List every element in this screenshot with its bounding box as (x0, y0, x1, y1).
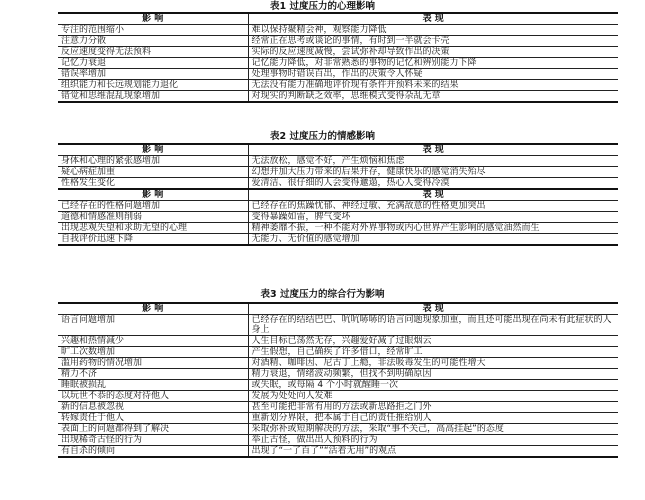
table3-influence-cell: 兴趣和热情减少 (58, 336, 248, 347)
table3-row (58, 315, 618, 336)
table2-manifestation-cell: 无能力、无价值的感觉增加 (248, 234, 618, 246)
table2-influence-cell: 出现悲观失望和求助无望的心理 (58, 223, 248, 234)
table2-header-influence: 影 响 (58, 144, 248, 156)
table2-row (58, 212, 618, 223)
table3-influence-cell: 新的信息被忽视 (58, 402, 248, 413)
table2 (58, 143, 618, 246)
table1-influence-cell: 记忆力衰退 (58, 58, 248, 69)
table3-influence-cell: 语言问题增加 (58, 315, 248, 336)
table2-row (58, 201, 618, 212)
table3-row (58, 391, 618, 402)
table2-influence-cell: 道德和情感准则削弱 (58, 212, 248, 223)
table2-influence-cell: 自我评价迅速下降 (58, 234, 248, 246)
table1-row (58, 80, 618, 91)
table2-influence-cell: 已经存在的性格问题增加 (58, 201, 248, 212)
table3-row (58, 413, 618, 424)
table2-influence-cell: 疑心病症加重 (58, 167, 248, 178)
table3-manifestation-cell: 采取弥补或短期解决的方法，采取“事不关己，高高挂起”的态度 (248, 424, 618, 435)
table1-row (58, 58, 618, 69)
table3-row (58, 336, 618, 347)
table1-row (58, 25, 618, 36)
table3-influence-cell: 出现稀奇古怪的行为 (58, 435, 248, 446)
table3-influence-cell: 有自杀的倾向 (58, 446, 248, 458)
table3-influence-cell: 转嫁责任于他人 (58, 413, 248, 424)
table1-manifestation-cell: 记忆能力降低，对非常熟悉的事物的记忆和辨别能力下降 (248, 58, 618, 69)
table1-manifestation-cell: 难以保持聚精会神，观察能力降低 (248, 25, 618, 36)
table3-row (58, 369, 618, 380)
table2-manifestation-cell: 爱清洁、很仔细的人会变得邋遢，热心人变得冷漠 (248, 178, 618, 190)
table3-manifestation-cell: 对酒精、咖啡因、尼古丁上瘾，非法吸毒发生的可能性增大 (248, 358, 618, 369)
table3-manifestation-cell: 或失眠，或每隔 4 个小时就醒睡一次 (248, 380, 618, 391)
table3-row (58, 380, 618, 391)
table3-row (58, 435, 618, 446)
table3-row (58, 446, 618, 458)
table3-manifestation-cell: 发展为处处向人发难 (248, 391, 618, 402)
table3-influence-cell: 精力不济 (58, 369, 248, 380)
table3-influence-cell: 表面上的问题都得到了解决 (58, 424, 248, 435)
table3-caption: 表3 过度压力的综合行为影响 (260, 289, 385, 300)
table2-manifestation-cell: 变得暴躁如雷，脾气变坏 (248, 212, 618, 223)
table2-caption: 表2 过度压力的情感影响 (270, 131, 375, 142)
table3-influence-cell: 睡眠被损乱 (58, 380, 248, 391)
table1-manifestation-cell: 实际的反应速度减慢，尝试弥补却导致作出的决策 (248, 47, 618, 58)
table3-header-influence: 影 响 (58, 303, 248, 315)
table2-row (58, 167, 618, 178)
table3-influence-cell: 旷工次数增加 (58, 347, 248, 358)
table1-header-influence: 影 响 (58, 13, 248, 25)
table3-row (58, 402, 618, 413)
table3-manifestation-cell: 已经存在的结结巴巴、吭吭哧哧的语言问题现象加重，而且还可能出现在尚未有此症状的人身上 (248, 315, 618, 336)
table2-row (58, 178, 618, 190)
table1 (58, 12, 618, 103)
table2-row (58, 223, 618, 234)
table1-row (58, 91, 618, 103)
table1-manifestation-cell: 无法没有能力准确地评价现有条件并预料未来的结果 (248, 80, 618, 91)
table2-manifestation-cell: 无法放松，感觉不好，产生烦恼和焦虑 (248, 156, 618, 167)
table3-row (58, 358, 618, 369)
table3-manifestation-cell: 出现了“一了百了”“活着无用”的观点 (248, 446, 618, 458)
table3-manifestation-cell: 举止古怪，做出出人预料的行为 (248, 435, 618, 446)
table1-row (58, 36, 618, 47)
table3-manifestation-cell: 人生目标已荡然无存，兴趣爱好减了过眼烟云 (248, 336, 618, 347)
table2-influence-cell: 身体和心理的紧张感增加 (58, 156, 248, 167)
table1-influence-cell: 注意力分散 (58, 36, 248, 47)
table1-manifestation-cell: 处理事物时错误百出，作出的决策令人怀疑 (248, 69, 618, 80)
table3-manifestation-cell: 甚至可能把非常有用的方法或新思路拒之门外 (248, 402, 618, 413)
table2-manifestation-cell: 幻想并加大压力带来的后果并存，健康快乐的感觉消失殆尽 (248, 167, 618, 178)
table3 (58, 302, 618, 458)
table2-manifestation-cell: 已经存在的焦躁忧郁、神经过敏、充满敌意的性格更加突出 (248, 201, 618, 212)
table3-row (58, 347, 618, 358)
table1-influence-cell: 错觉和思维混乱现象增加 (58, 91, 248, 103)
table2-influence-cell: 性格发生变化 (58, 178, 248, 190)
table1-row (58, 47, 618, 58)
table2-manifestation-cell: 精神萎靡不振，一种不能对外界事物或内心世界产生影响的感觉油然而生 (248, 223, 618, 234)
table1-influence-cell: 组织能力和长远规划能力退化 (58, 80, 248, 91)
table1-caption: 表1 过度压力的心理影响 (270, 1, 375, 12)
table3-row (58, 424, 618, 435)
table1-header-manifestation: 表 现 (248, 13, 618, 25)
table3-manifestation-cell: 精力衰退，情绪波动频繁，但找不到明确原因 (248, 369, 618, 380)
table2-row (58, 156, 618, 167)
table3-header-manifestation: 表 现 (248, 303, 618, 315)
table1-influence-cell: 专注的范围缩小 (58, 25, 248, 36)
table2-subheader-influence: 影 响 (58, 189, 248, 201)
table2-subheader-manifestation: 表 现 (248, 189, 618, 201)
table3-manifestation-cell: 重新划分界限，把本属于自己的责任推给别人 (248, 413, 618, 424)
table3-influence-cell: 滥用药物的情况增加 (58, 358, 248, 369)
table1-manifestation-cell: 经常正在思考或谈论的事情，有时到一半就会卡壳 (248, 36, 618, 47)
table1-row (58, 69, 618, 80)
table1-manifestation-cell: 对现实的判断缺乏效率，思维模式变得杂乱无章 (248, 91, 618, 103)
table3-manifestation-cell: 产生假想，自己确疾了许多借口，经常旷工 (248, 347, 618, 358)
table1-influence-cell: 错误率增加 (58, 69, 248, 80)
table2-row (58, 234, 618, 246)
table3-influence-cell: 以玩世不恭的态度对待他人 (58, 391, 248, 402)
table2-header-manifestation: 表 现 (248, 144, 618, 156)
table1-influence-cell: 反应速度变得无法预料 (58, 47, 248, 58)
